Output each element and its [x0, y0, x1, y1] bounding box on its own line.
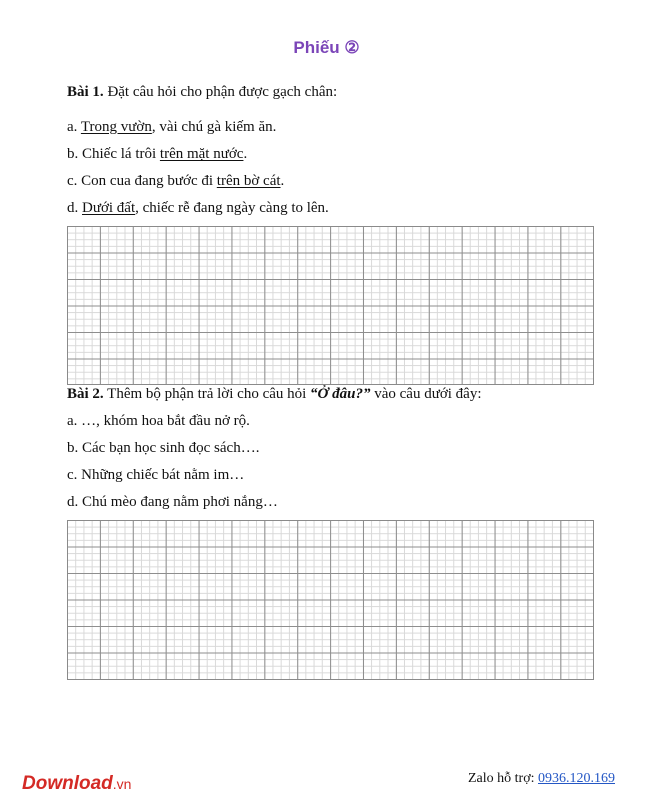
bai1-heading — [67, 84, 337, 101]
bai1-prompt: Đặt câu hỏi cho phận được gạch chân: — [107, 84, 338, 100]
bai2-item-d: d. Chú mèo đang nằm phơi nắng… — [67, 494, 278, 510]
bai2-heading — [67, 386, 482, 403]
bai1-item-d: d. Dưới đất, chiếc rễ đang ngày càng to lên. — [67, 200, 329, 216]
underlined-phrase: trên mặt nước — [159, 146, 244, 162]
download-logo[interactable]: Download.vn — [22, 773, 132, 794]
writing-grid-1[interactable] — [67, 226, 594, 385]
support-label: Zalo hỗ trợ: — [468, 771, 538, 786]
bai1-item-c: c. Con cua đang bước đi trên bờ cát. — [67, 173, 285, 189]
bai2-prompt-pre: Thêm bộ phận trả lời cho câu hỏi — [107, 386, 311, 402]
bai2-question: “Ở đâu?” — [310, 386, 371, 402]
worksheet-title: Phiếu ② — [293, 38, 360, 57]
bai1-label: Bài 1. — [67, 84, 104, 100]
bai1-item-b: b. Chiếc lá trôi trên mặt nước. — [67, 146, 248, 162]
underlined-phrase: Trong vườn — [80, 119, 152, 135]
bai1-item-a: a. Trong vườn, vài chú gà kiếm ăn. — [67, 119, 277, 135]
bai2-prompt-post: vào câu dưới đây: — [370, 386, 482, 402]
bai2-item-c: c. Những chiếc bát nằm im… — [67, 467, 245, 483]
bai2-item-a: a. …, khóm hoa bắt đầu nở rộ. — [67, 413, 250, 429]
underlined-phrase: Dưới đất — [82, 200, 136, 216]
bai2-item-b: b. Các bạn học sinh đọc sách…. — [67, 440, 260, 456]
support-phone-link[interactable]: 0936.120.169 — [538, 771, 615, 786]
zalo-support — [468, 771, 615, 787]
underlined-phrase: trên bờ cát — [216, 173, 281, 189]
writing-grid-2[interactable] — [67, 520, 594, 680]
bai2-label: Bài 2. — [67, 386, 104, 402]
